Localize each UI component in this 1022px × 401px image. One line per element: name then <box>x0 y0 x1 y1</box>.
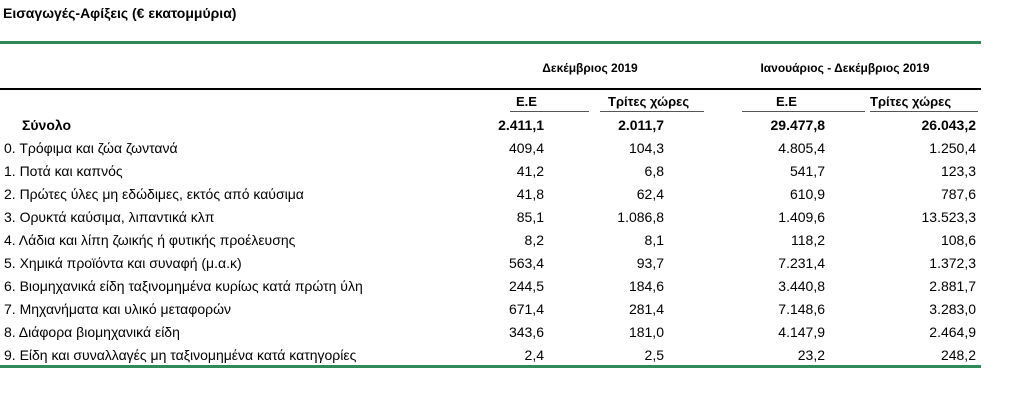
cell-eu-year: 4.147,9 <box>778 324 825 340</box>
table-row <box>0 229 981 252</box>
col-underline <box>510 111 589 112</box>
col-header-third-month: Τρίτες χώρες <box>608 94 690 109</box>
table-row <box>0 137 981 160</box>
cell-third-year: 787,6 <box>940 186 976 202</box>
col-header-eu-month: Ε.Ε <box>516 94 537 109</box>
row-label: 7. Μηχανήματα και υλικό μεταφορών <box>4 301 232 317</box>
cell-third-year: 123,3 <box>940 163 976 179</box>
cell-third-month: 104,3 <box>628 140 664 156</box>
col-header-third-year: Τρίτες χώρες <box>870 94 952 109</box>
table-row <box>0 183 981 206</box>
cell-eu-year: 23,2 <box>797 347 825 363</box>
cell-eu-year: 541,7 <box>789 163 825 179</box>
col-underline <box>600 111 704 112</box>
cell-eu-month: 41,2 <box>516 163 544 179</box>
row-label: 4. Λάδια και λίπη ζωικής ή φυτικής προέλευσης <box>4 232 296 248</box>
cell-eu-month: 2.411,1 <box>498 117 544 133</box>
cell-third-month: 2.011,7 <box>618 117 664 133</box>
cell-third-month: 62,4 <box>636 186 664 202</box>
row-label: 8. Διάφορα βιομηχανικά είδη <box>4 324 180 340</box>
cell-eu-month: 409,4 <box>508 140 544 156</box>
cell-third-month: 8,1 <box>644 232 664 248</box>
cell-third-year: 26.043,2 <box>921 117 976 133</box>
cell-third-month: 1.086,8 <box>617 209 664 225</box>
cell-third-month: 93,7 <box>636 255 664 271</box>
cell-eu-month: 8,2 <box>524 232 544 248</box>
col-header-eu-year: Ε.Ε <box>776 94 797 109</box>
cell-eu-month: 671,4 <box>508 301 544 317</box>
cell-eu-year: 7.231,4 <box>778 255 825 271</box>
table-row <box>0 252 981 275</box>
period-month: Δεκέμβριος 2019 <box>542 61 638 75</box>
cell-third-year: 2.464,9 <box>929 324 976 340</box>
table-row <box>0 275 981 298</box>
cell-third-year: 13.523,3 <box>921 209 976 225</box>
table-row <box>0 206 981 229</box>
cell-third-year: 1.372,3 <box>929 255 976 271</box>
cell-eu-month: 2,4 <box>524 347 544 363</box>
bottom-rule <box>0 365 981 368</box>
cell-third-month: 6,8 <box>644 163 664 179</box>
cell-third-month: 281,4 <box>628 301 664 317</box>
cell-third-year: 1.250,4 <box>929 140 976 156</box>
cell-eu-year: 4.805,4 <box>778 140 825 156</box>
cell-eu-year: 3.440,8 <box>778 278 825 294</box>
table-row <box>0 160 981 183</box>
row-label: 9. Είδη και συναλλαγές μη ταξινομημένα κατά κατηγορίες <box>4 347 357 363</box>
table-row <box>0 344 981 367</box>
cell-third-year: 108,6 <box>940 232 976 248</box>
col-underline <box>742 111 865 112</box>
cell-eu-month: 563,4 <box>508 255 544 271</box>
row-label: Σύνολο <box>22 117 72 133</box>
cell-third-month: 184,6 <box>628 278 664 294</box>
table-row <box>0 298 981 321</box>
cell-eu-month: 343,6 <box>508 324 544 340</box>
cell-eu-month: 85,1 <box>516 209 544 225</box>
table-row-total <box>0 114 981 137</box>
row-label: 2. Πρώτες ύλες μη εδώδιμες, εκτός από καύσιμα <box>4 186 304 202</box>
cell-eu-year: 118,2 <box>791 232 825 248</box>
row-label: 3. Ορυκτά καύσιμα, λιπαντικά κλπ <box>4 209 215 225</box>
cell-eu-year: 29.477,8 <box>770 117 825 133</box>
cell-third-year: 248,2 <box>940 347 976 363</box>
cell-eu-month: 244,5 <box>508 278 544 294</box>
row-label: 5. Χημικά προϊόντα και συναφή (μ.α.κ) <box>4 255 242 271</box>
row-label: 1. Ποτά και καπνός <box>4 163 123 179</box>
row-label: 0. Τρόφιμα και ζώα ζωντανά <box>4 140 178 156</box>
cell-third-year: 2.881,7 <box>929 278 976 294</box>
header-rule <box>0 88 981 90</box>
cell-third-month: 181,0 <box>628 324 664 340</box>
top-rule <box>0 41 981 44</box>
table-row <box>0 321 981 344</box>
period-year: Ιανουάριος - Δεκέμβριος 2019 <box>760 61 930 75</box>
col-underline <box>870 111 978 112</box>
cell-third-year: 3.283,0 <box>929 301 976 317</box>
cell-eu-month: 41,8 <box>516 186 544 202</box>
cell-third-month: 2,5 <box>644 347 664 363</box>
row-label: 6. Βιομηχανικά είδη ταξινομημένα κυρίως κατά πρώτη ύλη <box>4 278 363 294</box>
table-title: Εισαγωγές-Αφίξεις (€ εκατομμύρια) <box>3 5 237 21</box>
cell-eu-year: 610,9 <box>789 186 825 202</box>
cell-eu-year: 1.409,6 <box>778 209 825 225</box>
cell-eu-year: 7.148,6 <box>778 301 825 317</box>
